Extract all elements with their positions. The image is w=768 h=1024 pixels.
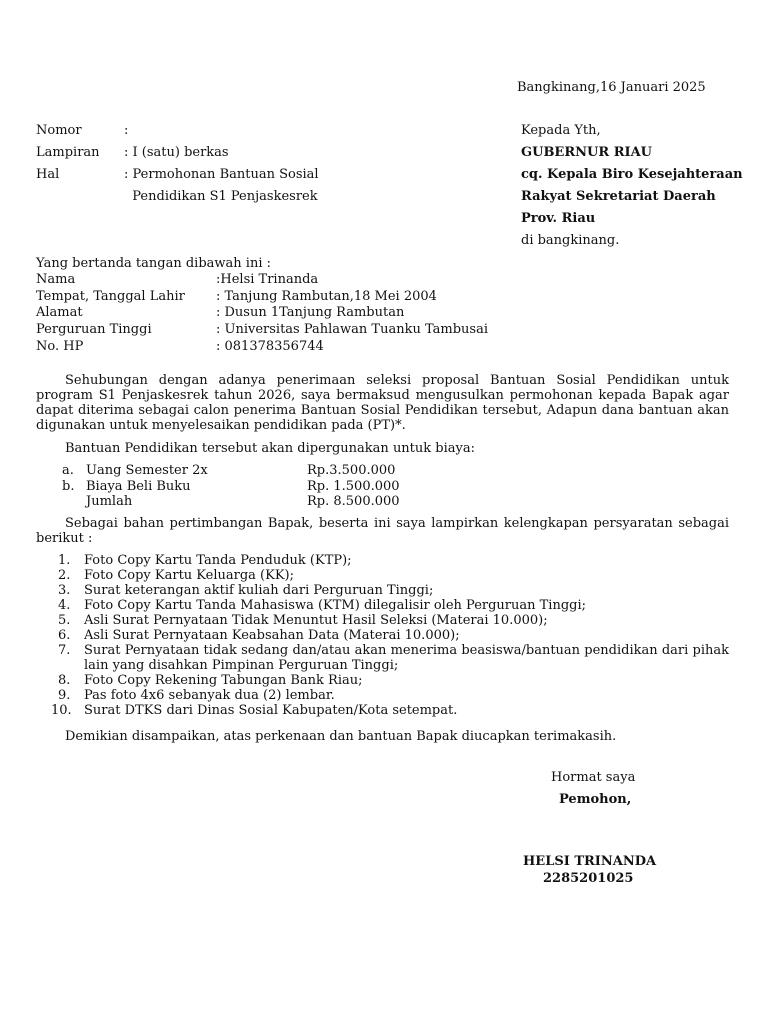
list-text: Surat DTKS dari Dinas Sosial Kabupaten/Kota setempat. [84, 703, 458, 718]
identity-value: : 081378356744 [216, 339, 324, 354]
meta-label: Lampiran [36, 145, 100, 160]
list-text: Surat keterangan aktif kuliah dari Perguruan Tinggi; [84, 583, 434, 598]
recipient-greeting: Kepada Yth, [521, 123, 601, 138]
list-number: 10. [51, 703, 72, 718]
recipient-block [521, 123, 743, 255]
list-number: 5. [58, 613, 71, 628]
meta-value: : [124, 123, 129, 138]
signer-id: 2285201025 [543, 871, 634, 886]
list-item [36, 703, 729, 718]
list-item [36, 673, 729, 688]
list-item [36, 688, 729, 703]
list-number: 9. [58, 688, 71, 703]
identity-value: : Tanjung Rambutan,18 Mei 2004 [216, 289, 437, 304]
recipient-location: di bangkinang. [521, 233, 620, 248]
identity-value: : Universitas Pahlawan Tuanku Tambusai [216, 322, 488, 337]
list-number: 4. [58, 598, 71, 613]
signer-name: HELSI TRINANDA [523, 854, 657, 869]
list-text: Surat Pernyataan tidak sedang dan/atau akan menerima beasiswa/bantuan pendidikan dari pihak lain yang disahkan Pimpinan Perguruan Tinggi; [84, 643, 729, 673]
list-item [36, 598, 729, 613]
list-number: 6. [58, 628, 71, 643]
list-item [36, 643, 729, 673]
list-text: Asli Surat Pernyataan Keabsahan Data (Materai 10.000); [84, 628, 460, 643]
meta-label: Nomor [36, 123, 82, 138]
cost-item: Jumlah [86, 494, 133, 509]
list-number: 7. [58, 643, 71, 658]
cost-marker: b. [62, 479, 75, 494]
closing-text: Demikian disampaikan, atas perkenaan dan bantuan Bapak diucapkan terimakasih. [65, 729, 617, 744]
recipient-title: GUBERNUR RIAU [521, 145, 652, 160]
list-number: 1. [58, 553, 71, 568]
identity-label: No. HP [36, 339, 84, 354]
identity-label: Nama [36, 272, 76, 287]
identity-value: :Helsi Trinanda [216, 272, 319, 287]
cost-item: Biaya Beli Buku [86, 479, 191, 494]
list-text: Foto Copy Rekening Tabungan Bank Riau; [84, 673, 363, 688]
place-date: Bangkinang,16 Januari 2025 [517, 80, 706, 95]
meta-value: Pendidikan S1 Penjaskesrek [124, 189, 318, 204]
meta-label: Hal [36, 167, 60, 182]
intro-text: Yang bertanda tangan dibawah ini : [36, 256, 271, 271]
list-item [36, 613, 729, 628]
body-paragraph: Bantuan Pendidikan tersebut akan dipergunakan untuk biaya: [65, 441, 475, 456]
recipient-line: Rakyat Sekretariat Daerah [521, 189, 716, 204]
recipient-line: Prov. Riau [521, 211, 596, 226]
list-number: 8. [58, 673, 71, 688]
list-item [36, 583, 729, 598]
identity-label: Perguruan Tinggi [36, 322, 152, 337]
list-text: Foto Copy Kartu Tanda Penduduk (KTP); [84, 553, 352, 568]
identity-label: Alamat [36, 305, 83, 320]
requirements-list [36, 553, 729, 718]
list-text: Foto Copy Kartu Keluarga (KK); [84, 568, 294, 583]
list-item [36, 628, 729, 643]
identity-label: Tempat, Tanggal Lahir [36, 289, 185, 304]
cost-amount: Rp. 8.500.000 [307, 494, 400, 509]
list-number: 3. [58, 583, 71, 598]
applicant-role: Pemohon, [559, 792, 632, 807]
body-paragraph: Sehubungan dengan adanya penerimaan seleksi proposal Bantuan Sosial Pendidikan untuk program S1 Penjaskesrek tahun 2026, saya bermaksud mengusulkan permohonan kepada Bapak agar dapat diterima sebagai calon penerima Bantuan Sosial Pendidikan tersebut, Adapun dana bantuan akan digunakan untuk menyelesaikan pendidikan pada (PT)*. [36, 373, 729, 433]
cost-marker: a. [62, 463, 74, 478]
list-text: Asli Surat Pernyataan Tidak Menuntut Hasil Seleksi (Materai 10.000); [84, 613, 548, 628]
list-number: 2. [58, 568, 71, 583]
cost-amount: Rp. 1.500.000 [307, 479, 400, 494]
cost-amount: Rp.3.500.000 [307, 463, 396, 478]
regards-text: Hormat saya [551, 770, 636, 785]
identity-value: : Dusun 1Tanjung Rambutan [216, 305, 405, 320]
list-item [36, 553, 729, 568]
list-text: Pas foto 4x6 sebanyak dua (2) lembar. [84, 688, 335, 703]
list-text: Foto Copy Kartu Tanda Mahasiswa (KTM) dilegalisir oleh Perguruan Tinggi; [84, 598, 587, 613]
recipient-line: cq. Kepala Biro Kesejahteraan [521, 167, 743, 182]
cost-item: Uang Semester 2x [86, 463, 208, 478]
list-item [36, 568, 729, 583]
meta-value: : I (satu) berkas [124, 145, 229, 160]
body-paragraph: Sebagai bahan pertimbangan Bapak, beserta ini saya lampirkan kelengkapan persyaratan sebagai berikut : [36, 516, 729, 546]
meta-value: : Permohonan Bantuan Sosial [124, 167, 319, 182]
